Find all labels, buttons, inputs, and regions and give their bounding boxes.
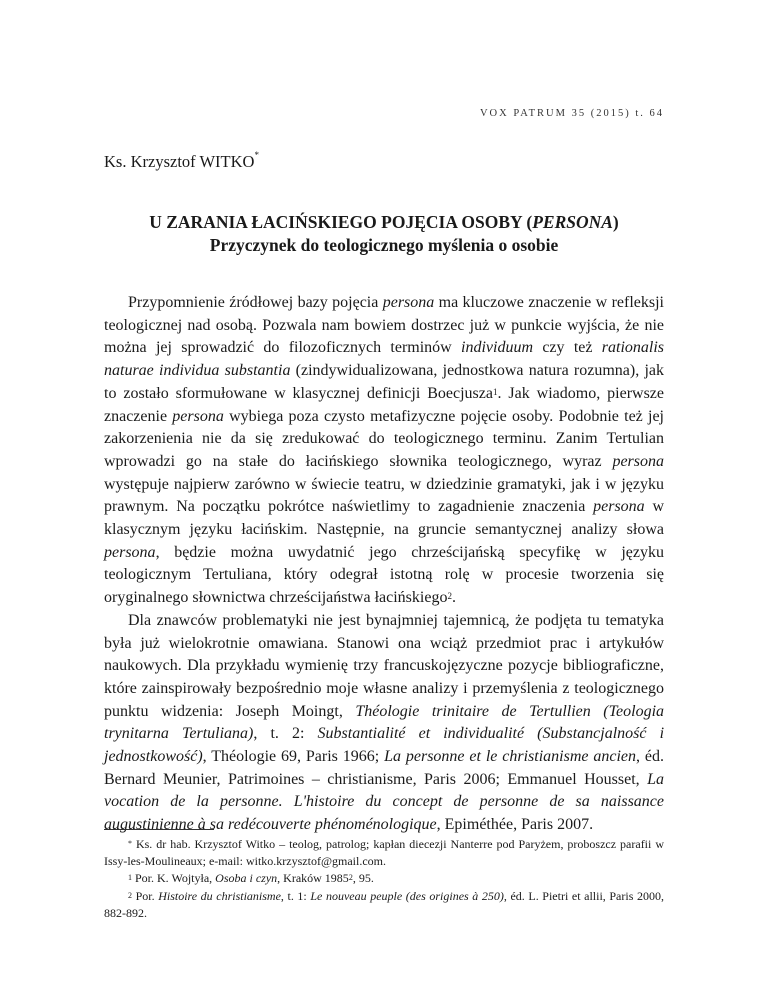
p2-i4: La vocation de la personne. L'histoire du concept de personne de sa naissance augustinienne à sa redécouverte phénoménologique — [104, 770, 664, 834]
author-name — [104, 152, 259, 172]
p2-t5: , Epiméthée, Paris 2007. — [436, 816, 594, 834]
footnote-separator — [104, 829, 214, 830]
p2-i1: Théologie trinitaire de Tertullien (Teologia trynitarna Tertuliana) — [104, 702, 665, 743]
footnote-2-mark: 2 — [128, 890, 132, 900]
running-header: VOX PATRUM 35 (2015) t. 64 — [479, 108, 664, 119]
fn1-t1: Por. K. Wojtyła, — [132, 871, 216, 886]
footnote-1 — [104, 870, 664, 887]
p1-i4: persona — [172, 407, 224, 425]
footnote-star-text: Ks. dr hab. Krzysztof Witko – teolog, patrolog; kapłan diecezji Nanterre pod Paryżem, proboszcz parafii w Issy-les-Moulineaux; e-mail: witko.krzysztof@gmail.com. — [104, 837, 664, 869]
title-main-italic: PERSONA — [532, 212, 613, 232]
p1-t7: występuje najpierw zarówno w świecie teatru, w dziedzinie gramatyki, jak i w języku prawnym. Na początku pokrótce naświetlimy to zagadnienie znaczenia — [104, 475, 664, 516]
p1-i1: persona — [382, 294, 435, 311]
paragraph-2 — [104, 610, 664, 837]
footnote-ref-1[interactable]: 1 — [493, 386, 498, 397]
p1-t2: ma kluczowe znaczenie w refleksji teologicznej nad osobą. Pozwala nam bowiem dostrzec już w punkcie wyjścia, że nie można jej sprowadzić do filozoficznych terminów — [104, 294, 664, 357]
fn1-t2: , Kraków 1985 — [277, 871, 349, 886]
footnote-star-mark: * — [128, 839, 132, 848]
body-text — [104, 292, 664, 837]
fn1-edition-sup: 2 — [348, 873, 353, 883]
fn1-i1: Osoba i czyn — [215, 871, 278, 886]
fn1-t3: , 95. — [352, 871, 374, 886]
p1-i6: persona — [593, 498, 645, 516]
p1-i3: rationalis naturae individua substantia — [104, 339, 664, 380]
footnote-star — [104, 836, 664, 870]
fn2-i2: Le nouveau peuple (des origines à 250) — [310, 888, 504, 903]
p1-i7: persona — [104, 543, 156, 561]
title-main-text: U ZARANIA ŁACIŃSKIEGO POJĘCIA OSOBY ( — [149, 212, 533, 232]
p1-i5: persona — [612, 452, 664, 470]
footnote-ref-2[interactable]: 2 — [447, 591, 452, 602]
p1-t4: (zindywidualizowana, jednostkowa natura rozumna), jak to zostało sformułowane w klasycznej definicji Boecjusza — [104, 362, 664, 402]
p1-t8: w klasycznym języku łacińskim. Następnie, na gruncie semantycznej analizy słowa — [104, 498, 664, 539]
p2-i3: La personne et le christianisme ancien — [384, 748, 637, 766]
fn2-t1: Por. — [132, 888, 159, 903]
footnote-2 — [104, 888, 664, 922]
p2-t2: , t. 2: — [253, 725, 318, 743]
fn2-t3: , éd. L. Pietri et allii, Paris 2000, 882-892. — [104, 888, 664, 920]
p2-t3: , Théologie 69, Paris 1966; — [202, 748, 385, 766]
paragraph-1 — [104, 292, 664, 610]
p1-i2: individuum — [461, 339, 534, 357]
p2-t1: Dla znawców problematyki nie jest bynajmniej tajemnicą, że podjęta tu tematyka była już wielokrotnie omawiana. Stanowi ona wciąż przedmiot prac i artykułów naukowych. Dla przykładu wymienię trzy francuskojęzyczne pozycje bibliograficzne, które zainspirowały bezpośrednio moje własne analizy i przemyślenia z teologicznego punktu widzenia: Joseph Moingt, — [104, 611, 664, 720]
author-footnote-mark: * — [254, 150, 259, 160]
p1-t1: Przypomnienie źródłowej bazy pojęcia — [128, 294, 383, 311]
p1-t10: . — [451, 589, 456, 607]
p1-t3: czy też — [533, 339, 602, 357]
p1-t5: . Jak wiadomo, pierwsze znaczenie — [104, 384, 665, 425]
p2-i2: Substantialité et individualité (Substancjalność i jednostkowość) — [104, 725, 665, 766]
p2-t4: , éd. Bernard Meunier, Patrimoines – christianisme, Paris 2006; Emmanuel Housset, — [104, 748, 664, 788]
title-main — [149, 212, 619, 232]
p1-t6: wybiega poza czysto metafizyczne pojęcie osoby. Podobnie też jej zakorzenienia nie da się zredukować do teologicznego terminu. Zanim Tertulian wprowadzi go na stałe do łacińskiego słownika teologicznego, wyraz — [104, 407, 664, 470]
article-subtitle: Przyczynek do teologicznego myślenia o osobie — [209, 235, 559, 255]
author-name-text: Ks. Krzysztof WITKO — [104, 152, 255, 171]
title-main-end: ) — [612, 212, 619, 232]
article-title — [104, 211, 664, 257]
footnotes — [104, 836, 664, 922]
fn2-i1: Histoire du christianisme — [158, 888, 281, 903]
fn2-t2: , t. 1: — [280, 888, 311, 903]
footnote-1-mark: 1 — [128, 873, 132, 883]
p1-t9: , będzie można uwydatnić jego chrześcijańską specyfikę w języku teologicznym Tertuliana, który odegrał istotną rolę w procesie tworzenia się oryginalnego słownictwa chrześcijaństwa łacińskiego — [104, 543, 664, 607]
